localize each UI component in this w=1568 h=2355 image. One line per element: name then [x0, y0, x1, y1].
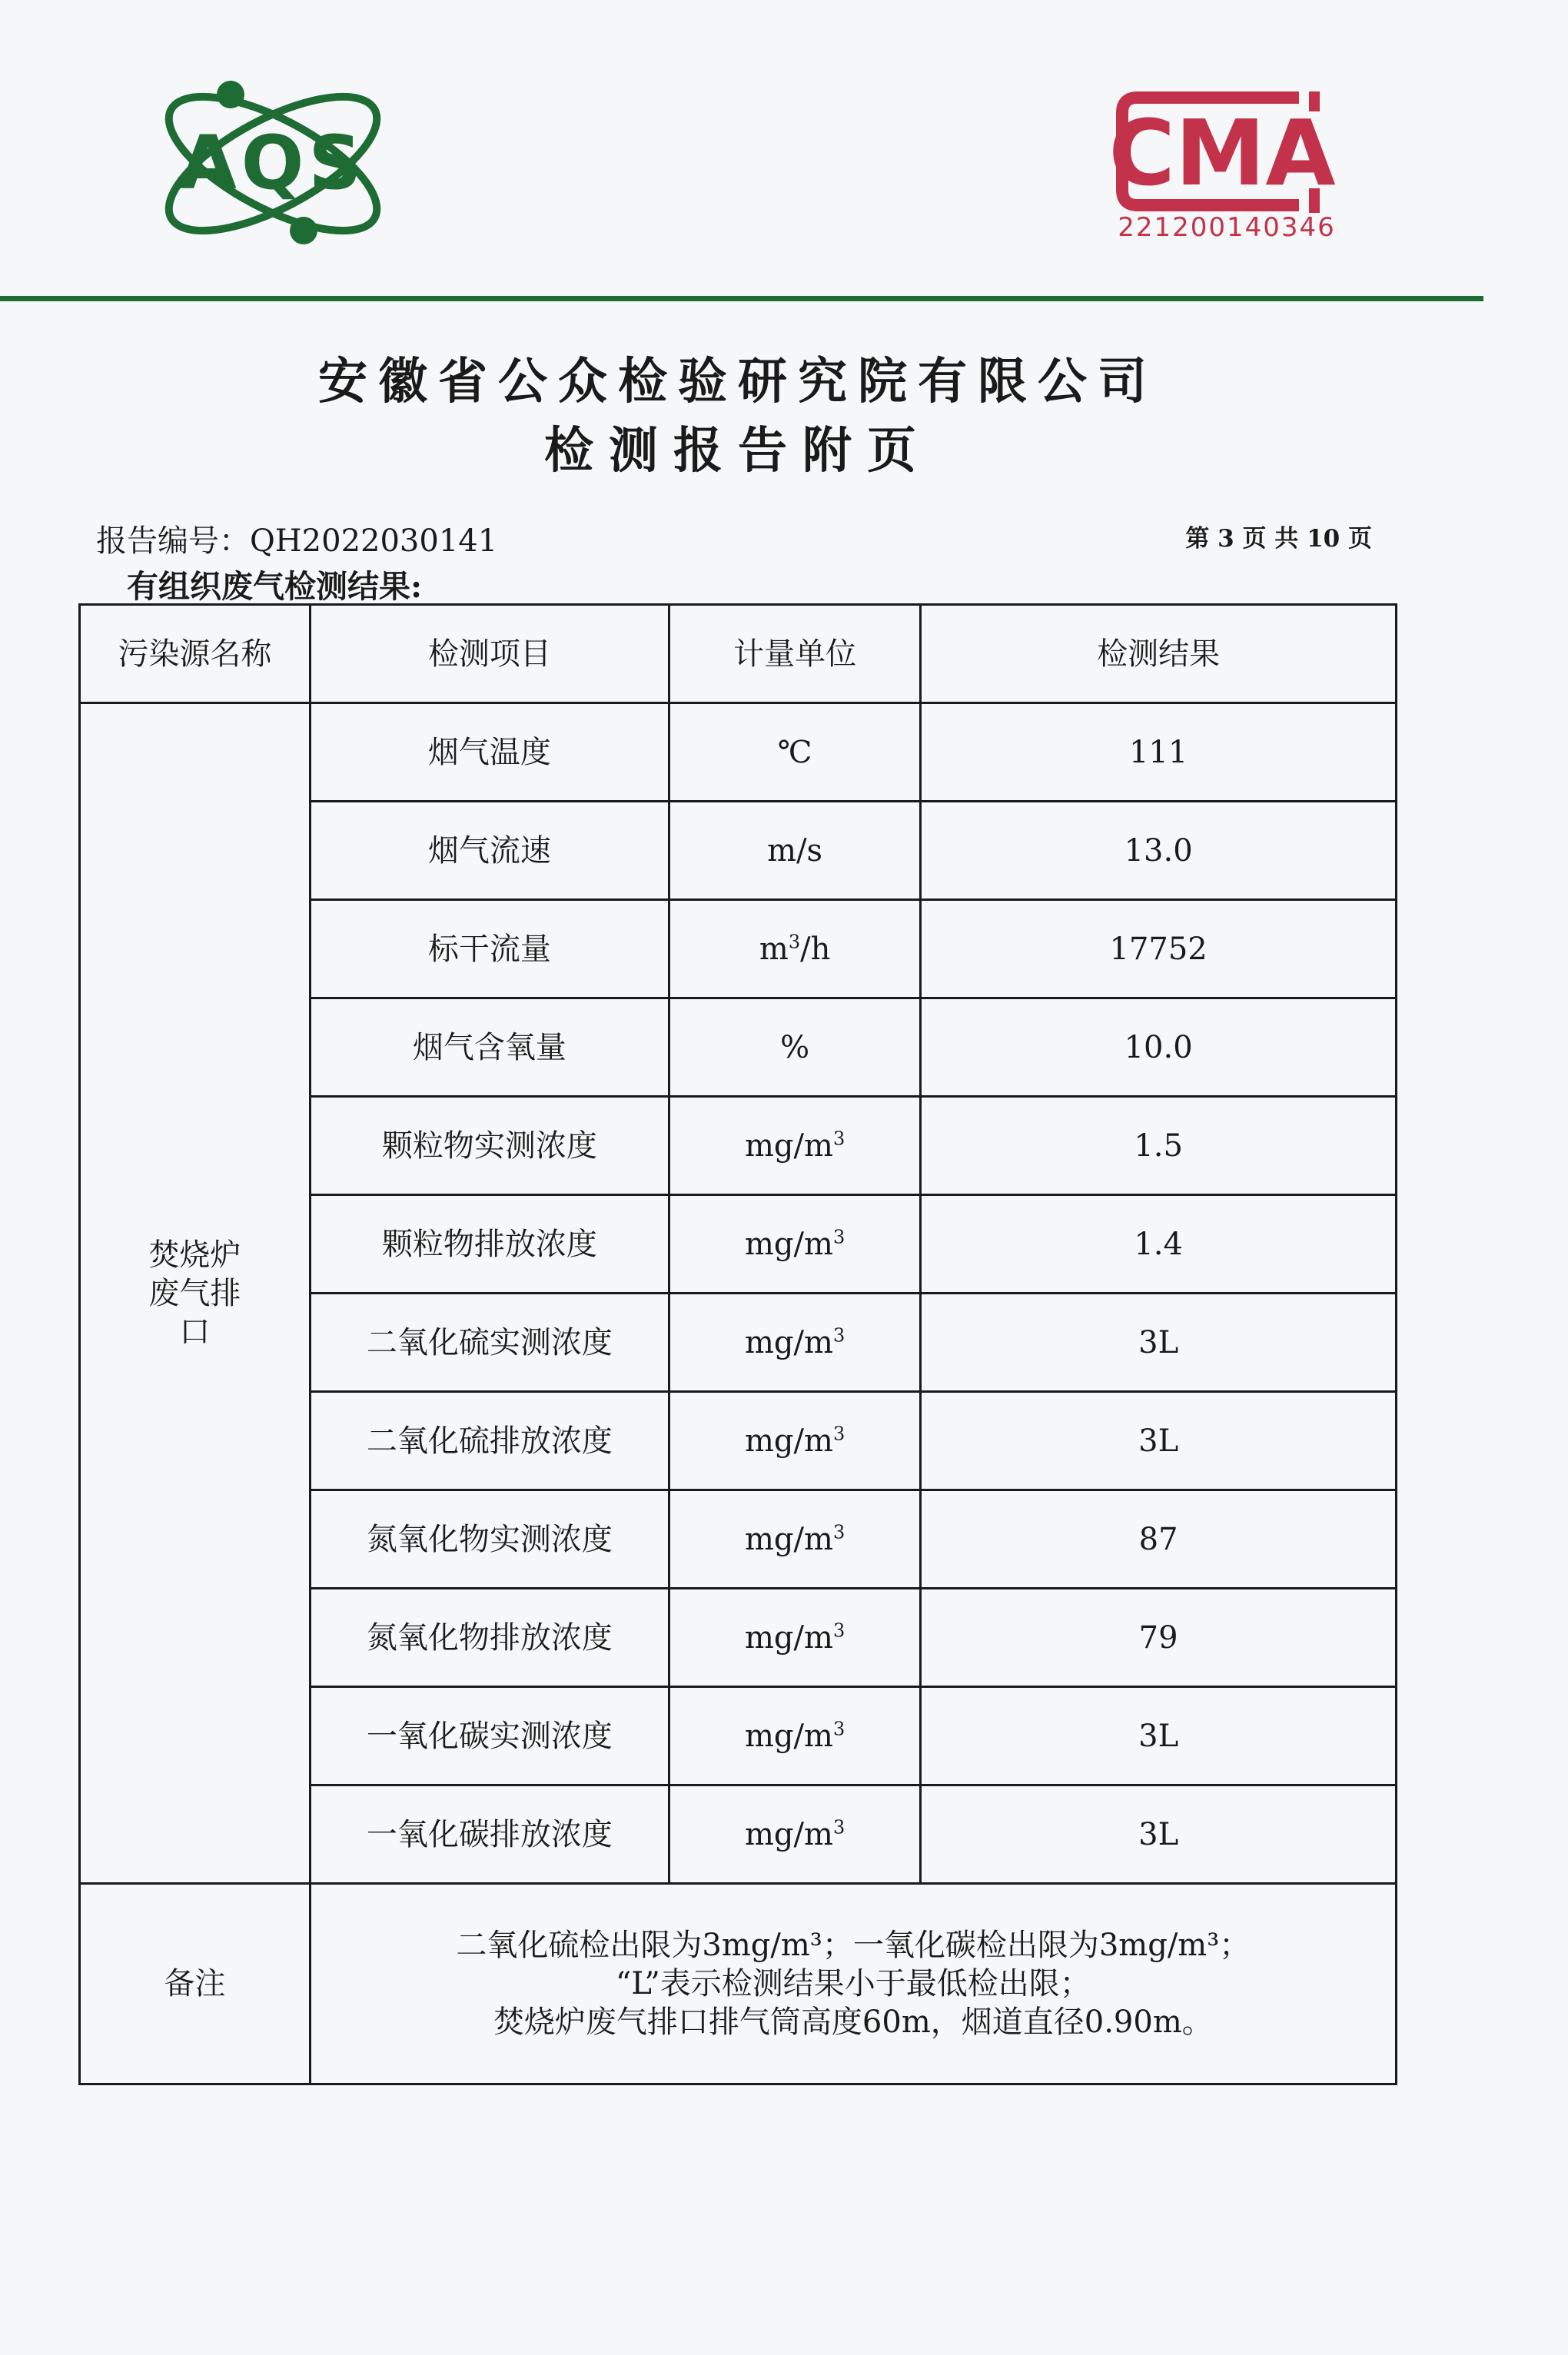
item-cell: 烟气含氧量: [310, 998, 669, 1097]
cma-number: 221200140346: [1118, 212, 1336, 243]
unit-cell: $m^3/h$: [669, 900, 920, 998]
table-header-row: [80, 605, 1397, 703]
remark-line: 二氧化硫检出限为3mg/m³；一氧化碳检出限为3mg/m³；: [456, 1928, 1251, 1963]
remarks-row: [80, 1884, 1397, 2084]
unit-cell: $mg/m^3$: [669, 1294, 920, 1392]
source-name-text: 焚烧炉废气排口: [148, 1237, 241, 1350]
value-cell: 3L: [921, 1392, 1397, 1490]
remarks-label: 备注: [80, 1884, 311, 2084]
unit-cell: $mg/m^3$: [669, 1195, 920, 1294]
item-cell: 烟气流速: [310, 802, 669, 900]
unit-cell: ℃: [669, 703, 920, 802]
page-info: 第 3 页 共 10 页: [1185, 525, 1372, 553]
results-table: [78, 603, 1397, 2085]
item-cell: 一氧化碳排放浓度: [310, 1785, 669, 1884]
unit-cell: $mg/m^3$: [669, 1785, 920, 1884]
header-result: 检测结果: [921, 605, 1397, 703]
value-cell: 79: [921, 1589, 1397, 1687]
header-rule: [0, 296, 1483, 301]
remarks-content: [310, 1884, 1396, 2084]
item-cell: 标干流量: [310, 900, 669, 998]
unit-cell: %: [669, 998, 920, 1097]
value-cell: 111: [921, 703, 1397, 802]
value-cell: 3L: [921, 1785, 1397, 1884]
header-unit: 计量单位: [669, 605, 920, 703]
value-cell: 13.0: [921, 802, 1397, 900]
unit-cell: $mg/m^3$: [669, 1490, 920, 1589]
item-cell: 颗粒物实测浓度: [310, 1097, 669, 1195]
table-row: [80, 703, 1397, 802]
value-cell: 3L: [921, 1294, 1397, 1392]
unit-cell: $mg/m^3$: [669, 1097, 920, 1195]
source-name: [80, 703, 311, 1884]
document-title: 检测报告附页: [544, 423, 932, 480]
unit-cell: m/s: [669, 802, 920, 900]
aqs-logo: [127, 73, 419, 250]
value-cell: 87: [921, 1490, 1397, 1589]
value-cell: 1.5: [921, 1097, 1397, 1195]
remark-line: 焚烧炉废气排口排气筒高度60m，烟道直径0.90m。: [493, 2005, 1213, 2040]
item-cell: 二氧化硫实测浓度: [310, 1294, 669, 1392]
cma-mark-text: CMA: [1108, 100, 1336, 206]
value-cell: 1.4: [921, 1195, 1397, 1294]
item-cell: 烟气温度: [310, 703, 669, 802]
item-cell: 氮氧化物实测浓度: [310, 1490, 669, 1589]
company-title: 安徽省公众检验研究院有限公司: [318, 354, 1158, 410]
header-item: 检测项目: [310, 605, 669, 703]
unit-cell: $mg/m^3$: [669, 1392, 920, 1490]
item-cell: 颗粒物排放浓度: [310, 1195, 669, 1294]
item-cell: 氮氧化物排放浓度: [310, 1589, 669, 1687]
value-cell: 3L: [921, 1687, 1397, 1785]
item-cell: 一氧化碳实测浓度: [310, 1687, 669, 1785]
item-cell: 二氧化硫排放浓度: [310, 1392, 669, 1490]
aqs-logo-text: AQS: [179, 120, 367, 206]
unit-cell: $mg/m^3$: [669, 1589, 920, 1687]
unit-cell: $mg/m^3$: [669, 1687, 920, 1785]
value-cell: 10.0: [921, 998, 1397, 1097]
header-source: 污染源名称: [80, 605, 311, 703]
remark-line: “L”表示检测结果小于最低检出限；: [615, 1966, 1091, 2001]
report-number: 报告编号：QH2022030141: [96, 523, 498, 559]
value-cell: 17752: [921, 900, 1397, 998]
section-title: 有组织废气检测结果:: [127, 568, 423, 605]
